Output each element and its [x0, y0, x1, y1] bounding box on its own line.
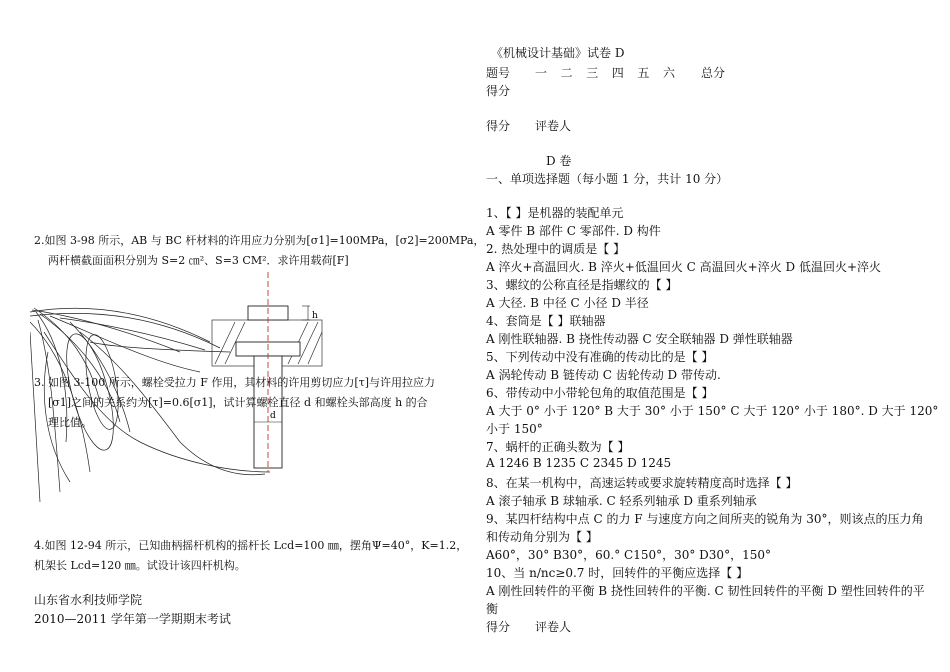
score-col-4: 四 — [611, 66, 624, 80]
bottom-grader-score-label: 得分 — [486, 620, 511, 634]
question-line: A 刚性联轴器. B 挠性传动器 C 安全联轴器 D 弹性联轴器 — [486, 332, 793, 346]
score-table-columns — [535, 64, 675, 81]
question-4-line-2: 机架长 Lcd=120 ㎜。试设计该四杆机构。 — [34, 559, 246, 572]
question-line: A 1246 B 1235 C 2345 D 1245 — [486, 456, 672, 470]
score-table-header-label: 题号 — [486, 66, 511, 80]
score-col-1: 一 — [535, 66, 548, 80]
score-table-total-label: 总分 — [701, 66, 726, 80]
question-3-line-3: 理比值。 — [48, 416, 92, 429]
question-line: 3、螺纹的公称直径是指螺纹的【 】 — [486, 278, 678, 292]
question-line: A 零件 B 部件 C 零部件. D 构件 — [486, 224, 661, 238]
question-line: A 涡轮传动 B 链传动 C 齿轮传动 D 带传动. — [486, 368, 721, 382]
bottom-grader-label: 评卷人 — [535, 620, 572, 634]
question-3-line-2: [σ1]之间的关系约为[τ]=0.6[σ1]，试计算螺栓直径 d 和螺栓头部高度 h 的合 — [48, 396, 428, 409]
score-col-2: 二 — [560, 66, 573, 80]
label-h: h — [312, 311, 318, 321]
question-line: 7、蜗杆的正确头数为【 】 — [486, 440, 630, 454]
paper-title: 《机械设计基础》试卷 D — [491, 46, 625, 60]
paper-version: D 卷 — [546, 154, 572, 168]
score-col-5: 五 — [637, 66, 650, 80]
school-name: 山东省水利技师学院 — [34, 593, 143, 607]
score-table-score-label: 得分 — [486, 84, 511, 98]
grader-label: 评卷人 — [535, 119, 572, 133]
question-line: A 大径. B 中径 C 小径 D 半径 — [486, 296, 649, 310]
question-4-line-1: 4.如图 12-94 所示，已知曲柄摇杆机构的摇杆长 Lcd=100 ㎜，摆角Ψ=40°，K=1.2， — [34, 539, 468, 552]
question-3-line-1: 3. 如图 3-100 所示，螺栓受拉力 F 作用，其材料的许用剪切应力[τ]与许用拉应力 — [34, 376, 435, 389]
grader-score-label: 得分 — [486, 119, 511, 133]
question-line: 1、【 】是机器的装配单元 — [486, 206, 624, 220]
question-line: 6、带传动中小带轮包角的取值范围是【 】 — [486, 386, 714, 400]
exam-term: 2010—2011 学年第一学期期末考试 — [34, 612, 231, 626]
question-line: 10、当 n/nc≥0.7 时，回转件的平衡应选择【 】 — [486, 566, 749, 580]
bolt-head — [236, 272, 300, 472]
question-2-line-1: 2.如图 3-98 所示，AB 与 BC 杆材料的许用应力分别为[σ1]=100MPa，[σ2]=200MPa， — [34, 234, 485, 247]
question-line: 5、下列传动中没有准确的传动比的是【 】 — [486, 350, 714, 364]
question-line: 4、套筒是【 】联轴器 — [486, 314, 606, 328]
question-line: A 大于 0° 小于 120° B 大于 30° 小于 150° C 大于 120° 小于 180°. D 大于 120° — [486, 404, 939, 418]
question-line: 8、在某一机构中，高速运转或要求旋转精度高时选择【 】 — [486, 476, 798, 490]
question-line: 小于 150° — [486, 422, 543, 436]
score-col-6: 六 — [662, 66, 675, 80]
question-line: A 淬火+高温回火. B 淬火+低温回火 C 高温回火+淬火 D 低温回火+淬火 — [486, 260, 882, 274]
question-line: A 滚子轴承 B 球轴承. C 轻系列轴承 D 重系列轴承 — [486, 494, 757, 508]
score-col-3: 三 — [586, 66, 599, 80]
question-line: A60°，30° B30°，60.° C150°，30° D30°，150° — [486, 548, 771, 562]
question-line: 和传动角分别为【 】 — [486, 530, 598, 544]
question-line: 衡 — [486, 602, 499, 616]
question-2-line-2: 两杆横截面面积分别为 S=2 ㎝²、S=3 CM²．求许用载荷[F] — [48, 254, 349, 267]
question-line: A 刚性回转件的平衡 B 挠性回转件的平衡. C 韧性回转件的平衡 D 塑性回转件的平 — [486, 584, 925, 598]
question-line: 9、某四杆结构中点 C 的力 F 与速度方向之间所夹的锐角为 30°，则该点的压力角 — [486, 512, 924, 526]
section-1-title: 一、单项选择题（每小题 1 分，共计 10 分） — [486, 172, 729, 186]
question-line: 2. 热处理中的调质是【 】 — [486, 242, 626, 256]
label-d: d — [270, 411, 276, 421]
